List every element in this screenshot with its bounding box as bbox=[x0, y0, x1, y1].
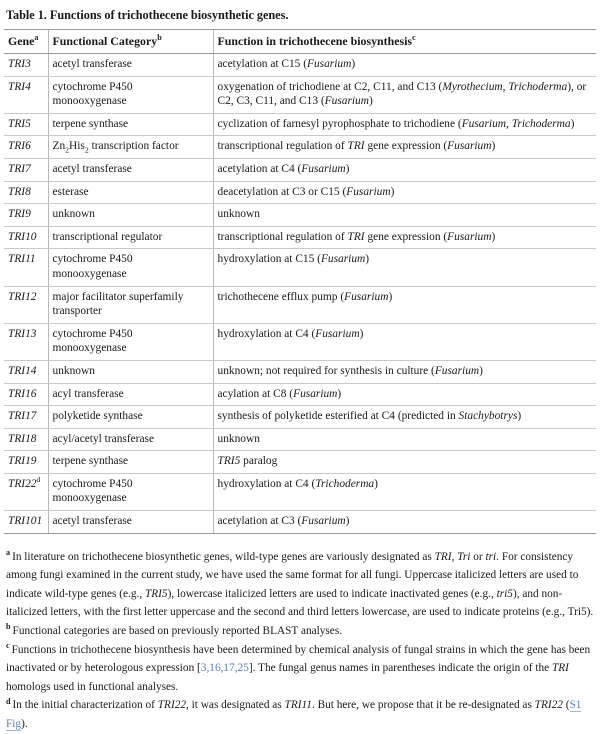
cell-gene: TRI13 bbox=[4, 323, 48, 360]
table-row bbox=[4, 511, 596, 534]
cell-gene: TRI17 bbox=[4, 406, 48, 429]
cell-function: deacetylation at C3 or C15 (Fusarium) bbox=[213, 181, 596, 204]
cell-function: acetylation at C15 (Fusarium) bbox=[213, 54, 596, 77]
table-footnotes bbox=[4, 534, 596, 734]
cell-function: trichothecene efflux pump (Fusarium) bbox=[213, 286, 596, 323]
table-row bbox=[4, 204, 596, 227]
column-header-functional-category-label: Functional Category bbox=[52, 34, 158, 48]
footnote-marker: b bbox=[6, 622, 11, 632]
italic-term: Trichoderma bbox=[315, 477, 375, 490]
cell-function: unknown bbox=[213, 428, 596, 451]
italic-term: Fusarium bbox=[344, 290, 389, 303]
cell-functional-category: $Zn_2His_2$ transcription factor bbox=[48, 136, 213, 159]
cell-gene: TRI10 bbox=[4, 226, 48, 249]
table-row bbox=[4, 54, 596, 77]
cell-function: acylation at C8 (Fusarium) bbox=[213, 383, 596, 406]
cell-function: unknown; not required for synthesis in culture (Fusarium) bbox=[213, 360, 596, 383]
cell-functional-category: transcriptional regulator bbox=[48, 226, 213, 249]
table-row bbox=[4, 113, 596, 136]
cell-function: hydroxylation at C15 (Fusarium) bbox=[213, 249, 596, 286]
column-header-function-footnote-marker: c bbox=[412, 33, 416, 43]
cell-gene: TRI12 bbox=[4, 286, 48, 323]
reference-link[interactable]: S1 Fig bbox=[6, 699, 582, 730]
cell-function: TRI5 paralog bbox=[213, 451, 596, 474]
cell-function: transcriptional regulation of TRI gene expression (Fusarium) bbox=[213, 226, 596, 249]
italic-term: TRI bbox=[347, 140, 365, 153]
italic-term: Stachybotrys bbox=[458, 410, 518, 423]
cell-functional-category: unknown bbox=[48, 204, 213, 227]
column-header-functional-category-footnote-marker: b bbox=[157, 33, 162, 43]
cell-functional-category: major facilitator superfamily transporter bbox=[48, 286, 213, 323]
table-header-row bbox=[4, 30, 596, 54]
cell-gene: TRI5 bbox=[4, 113, 48, 136]
italic-term: Trichoderma bbox=[511, 117, 571, 130]
italic-term: tri5 bbox=[496, 587, 513, 600]
cell-functional-category: acyl/acetyl transferase bbox=[48, 428, 213, 451]
cell-gene: TRI101 bbox=[4, 511, 48, 534]
column-header-function-label: Function in trichothecene biosynthesis bbox=[217, 34, 413, 48]
table-row bbox=[4, 383, 596, 406]
table-body bbox=[4, 54, 596, 534]
table-row bbox=[4, 360, 596, 383]
cell-gene: TRI8 bbox=[4, 181, 48, 204]
footnote-marker: d bbox=[6, 696, 11, 706]
gene-footnote-marker: d bbox=[36, 475, 41, 485]
cell-functional-category: cytochrome P450 monooxygenase bbox=[48, 249, 213, 286]
italic-term: Fusarium bbox=[301, 515, 346, 528]
italic-term: Fusarium bbox=[461, 117, 506, 130]
cell-function: synthesis of polyketide esterified at C4 (predicted in Stachybotrys) bbox=[213, 406, 596, 429]
cell-function: hydroxylation at C4 (Fusarium) bbox=[213, 323, 596, 360]
cell-functional-category: esterase bbox=[48, 181, 213, 204]
table-row bbox=[4, 181, 596, 204]
italic-term: Fusarium bbox=[346, 185, 391, 198]
cell-gene: TRI6 bbox=[4, 136, 48, 159]
cell-functional-category: acetyl transferase bbox=[48, 158, 213, 181]
italic-term: Myrothecium bbox=[442, 80, 503, 93]
cell-functional-category: cytochrome P450 monooxygenase bbox=[48, 76, 213, 113]
italic-term: Fusarium bbox=[447, 230, 492, 243]
table-caption: Table 1. Functions of trichothecene biosynthetic genes. bbox=[6, 8, 289, 22]
cell-gene: TRI7 bbox=[4, 158, 48, 181]
cell-function: acetylation at C4 (Fusarium) bbox=[213, 158, 596, 181]
cell-function: cyclization of farnesyl pyrophosphate to trichodiene (Fusarium, Trichoderma) bbox=[213, 113, 596, 136]
cell-functional-category: terpene synthase bbox=[48, 113, 213, 136]
italic-term: TRI bbox=[552, 662, 569, 675]
cell-functional-category: unknown bbox=[48, 360, 213, 383]
cell-gene: TRI14 bbox=[4, 360, 48, 383]
table-row bbox=[4, 158, 596, 181]
italic-term: Fusarium bbox=[315, 327, 360, 340]
cell-gene: TRI9 bbox=[4, 204, 48, 227]
table-row bbox=[4, 473, 596, 510]
cell-functional-category: cytochrome P450 monooxygenase bbox=[48, 473, 213, 510]
cell-gene: TRI22$^d$ bbox=[4, 473, 48, 510]
italic-term: TRI5 bbox=[144, 587, 168, 600]
table-row bbox=[4, 406, 596, 429]
table-row bbox=[4, 76, 596, 113]
column-header-gene-label: Gene bbox=[8, 34, 35, 48]
footnote-marker: c bbox=[6, 640, 10, 650]
table-row bbox=[4, 226, 596, 249]
column-header-gene bbox=[4, 30, 48, 54]
italic-term: Fusarium bbox=[434, 364, 480, 377]
cell-function: unknown bbox=[213, 204, 596, 227]
italic-term: Fusarium bbox=[320, 253, 366, 266]
footnote-a: $^a$ In literature on trichothecene biosynthetic genes, wild-type genes are variously designated as TRI, Tri or tri. For consistency among fungi examined in the current study, we have used the same format for all fungi. Uppercase italicized letters are used to indicate wild-type genes (e.g., TRI5), lowercase italicized letters are used to indicate inactivated genes (e.g., tri5), and non-italicized letters, with the first letter uppercase and the second and third letters lowercase, are used to indicate proteins (e.g., Tri5). bbox=[6, 547, 594, 619]
table-row bbox=[4, 249, 596, 286]
cell-functional-category: cytochrome P450 monooxygenase bbox=[48, 323, 213, 360]
cell-gene: TRI3 bbox=[4, 54, 48, 77]
italic-term: Fusarium bbox=[324, 95, 369, 108]
table-row bbox=[4, 136, 596, 159]
italic-term: Fusarium bbox=[301, 162, 346, 175]
cell-gene: TRI4 bbox=[4, 76, 48, 113]
italic-term: TRI bbox=[347, 230, 365, 243]
cell-function: oxygenation of trichodiene at C2, C11, and C13 (Myrothecium, Trichoderma), or C2, C3, C11, and C13 (Fusarium) bbox=[213, 76, 596, 113]
footnote-d: $^d$ In the initial characterization of TRI22, it was designated as TRI11. But here, we propose that it be re-designated as TRI22 (S1 Fig). bbox=[6, 696, 582, 730]
table-row bbox=[4, 451, 596, 474]
cell-function: acetylation at C3 (Fusarium) bbox=[213, 511, 596, 534]
column-header-functional-category bbox=[48, 30, 213, 54]
italic-term: TRI22 bbox=[157, 699, 187, 712]
footnote-b: $^b$ Functional categories are based on previously reported BLAST analyses. bbox=[6, 622, 343, 638]
cell-functional-category: terpene synthase bbox=[48, 451, 213, 474]
reference-link[interactable]: 3,16,17,25 bbox=[200, 662, 249, 675]
cell-functional-category: polyketide synthase bbox=[48, 406, 213, 429]
table-row bbox=[4, 286, 596, 323]
italic-term: Fusarium bbox=[447, 140, 492, 153]
table-row bbox=[4, 428, 596, 451]
cell-function: transcriptional regulation of TRI gene expression (Fusarium) bbox=[213, 136, 596, 159]
cell-gene: TRI11 bbox=[4, 249, 48, 286]
italic-term: Trichoderma bbox=[508, 80, 568, 93]
cell-functional-category: acetyl transferase bbox=[48, 54, 213, 77]
italic-term: TRI bbox=[434, 550, 452, 563]
italic-term: Fusarium bbox=[307, 58, 352, 70]
table-header bbox=[4, 30, 596, 54]
cell-functional-category: acetyl transferase bbox=[48, 511, 213, 534]
italic-term: TRI11 bbox=[284, 699, 312, 712]
italic-term: TRI22 bbox=[534, 699, 563, 712]
italic-term: TRI5 bbox=[217, 455, 241, 468]
cell-gene: TRI18 bbox=[4, 428, 48, 451]
cell-functional-category: acyl transferase bbox=[48, 383, 213, 406]
column-header-function bbox=[213, 30, 596, 54]
cell-gene: TRI16 bbox=[4, 383, 48, 406]
footnote-c: $^c$ Functions in trichothecene biosynthesis have been determined by chemical analysis of fungal strains in which the gene has been inactivated or by heterologous expression [3,16,17,25]. The fungal genus names in parentheses indicate the origin of the TRI homologs used in functional analyses. bbox=[6, 640, 591, 693]
table-row bbox=[4, 323, 596, 360]
italic-term: Fusarium bbox=[293, 387, 338, 400]
cell-function: hydroxylation at C4 (Trichoderma) bbox=[213, 473, 596, 510]
column-header-gene-footnote-marker: a bbox=[34, 33, 39, 43]
footnote-marker: a bbox=[6, 547, 11, 557]
cell-gene: TRI19 bbox=[4, 451, 48, 474]
trichothecene-gene-table bbox=[4, 29, 596, 534]
italic-term: tri bbox=[485, 550, 497, 563]
italic-term: Tri bbox=[457, 550, 471, 563]
